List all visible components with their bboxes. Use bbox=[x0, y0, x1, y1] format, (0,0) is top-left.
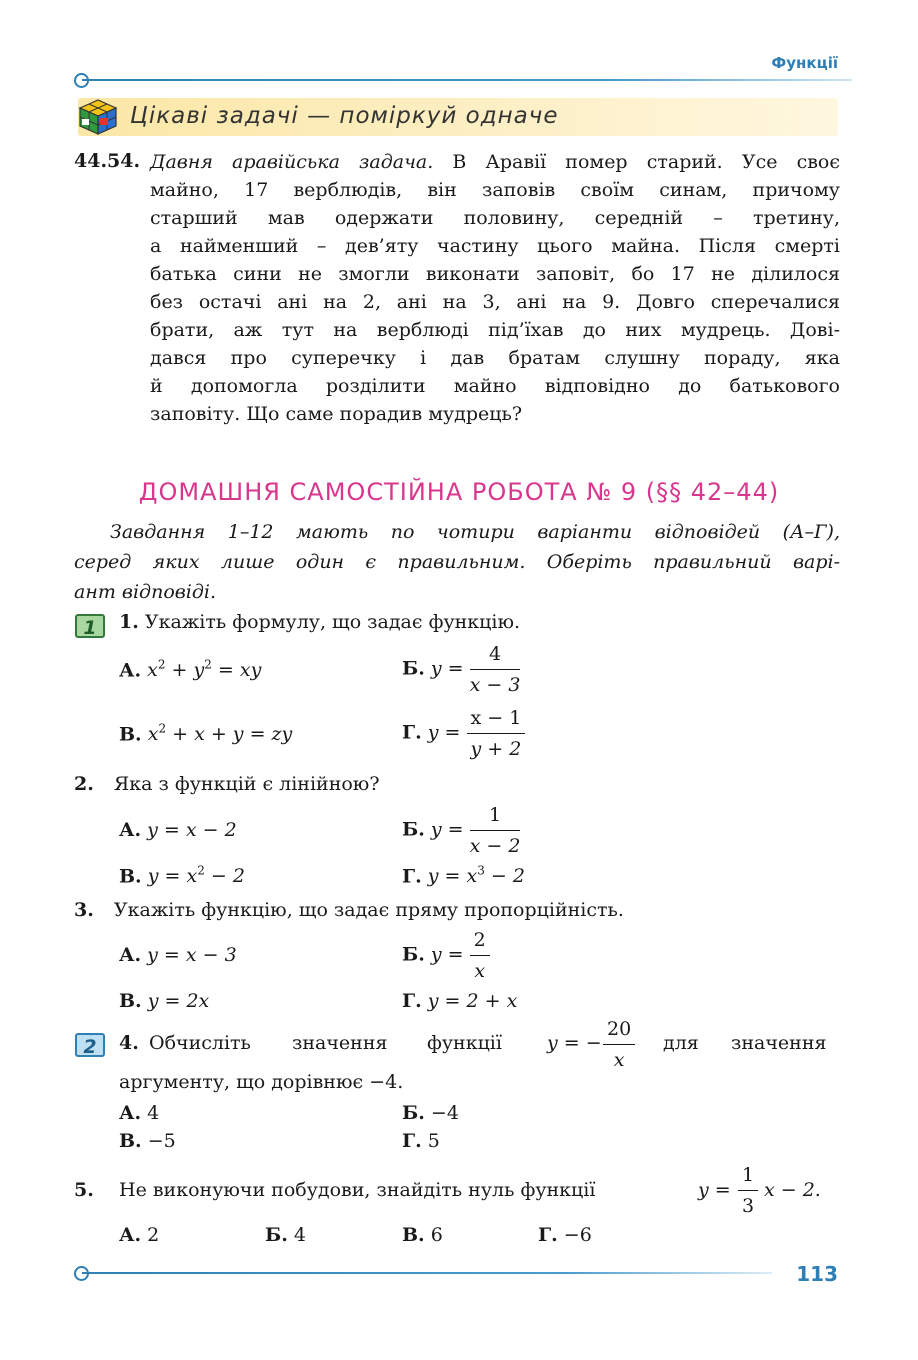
q4-option-g: Г. 5 bbox=[402, 1130, 440, 1152]
question-1: 1. Укажіть формулу, що задає функцію. bbox=[119, 611, 521, 633]
q2-option-g: Г. $y = x^3 - 2$ bbox=[402, 864, 525, 888]
q3-option-a: А. y = x − 3 bbox=[119, 944, 237, 966]
footer-rule bbox=[82, 1272, 772, 1274]
q3-b-fraction: $\frac{2}{x}$ bbox=[470, 925, 490, 986]
question-2: 2. Яка з функцій є лінійною? bbox=[74, 773, 380, 795]
question-4: 4. Обчисліть значення функції y = − $\frac{20}{x}$ для значення bbox=[119, 1014, 840, 1074]
instructions bbox=[74, 517, 840, 607]
q4-line-2: аргументу, що дорівнює −4. bbox=[119, 1071, 404, 1093]
instructions-line-1: Завдання 1–12 мають по чотири варіанти відповідей (А–Г), bbox=[110, 521, 840, 543]
instructions-line-2: серед яких лише один є правильним. Оберіть правильний варі- bbox=[74, 551, 840, 573]
q5-option-g: Г. −6 bbox=[538, 1224, 592, 1246]
q4-option-v: В. −5 bbox=[119, 1130, 176, 1152]
instructions-line-3: ант відповіді. bbox=[74, 581, 217, 603]
level-1-badge: 1 bbox=[75, 614, 105, 638]
q2-option-a: А. y = x − 2 bbox=[119, 819, 237, 841]
q5-option-v: В. 6 bbox=[402, 1224, 443, 1246]
level-2-badge: 2 bbox=[75, 1033, 105, 1057]
task-line-6: без остачі ані на 2, ані на 3, ані на 9. Довго сперечалися bbox=[150, 291, 840, 313]
q3-option-g: Г. y = 2 + x bbox=[402, 990, 518, 1012]
task-line-5: батька сини не змогли виконати заповіт, бо 17 не ділилося bbox=[150, 263, 840, 285]
q1-g-fraction: $\frac{x - 1}{y + 2}$ bbox=[467, 703, 526, 764]
q4-option-a: А. 4 bbox=[119, 1102, 160, 1124]
page-number: 113 bbox=[796, 1262, 838, 1286]
task-line-4: а найменший – дев’яту частину цього майна. Після смерті bbox=[150, 235, 840, 257]
q1-b-fraction: $\frac{4}{x - 3}$ bbox=[470, 639, 521, 700]
rubik-cube-icon bbox=[76, 94, 122, 138]
task-line-2: майно, 17 верблюдів, він заповів своїм синам, причому bbox=[150, 179, 840, 201]
task-text bbox=[150, 148, 840, 428]
q3-option-v: В. y = 2x bbox=[119, 990, 210, 1012]
q3-option-b: Б. y = $\frac{2}{x}$ bbox=[402, 925, 490, 986]
task-line-7: брати, аж тут на верблюді під’їхав до них мудрець. Дові- bbox=[150, 319, 840, 341]
task-line-3: старший мав одержати половину, середній – третину, bbox=[150, 207, 840, 229]
q5-option-b: Б. 4 bbox=[265, 1224, 306, 1246]
q2-option-v: В. $y = x^2 - 2$ bbox=[119, 864, 245, 888]
q1-option-b: Б. y = $\frac{4}{x - 3}$ bbox=[402, 639, 520, 700]
question-5: 5. Не виконуючи побудови, знайдіть нуль функції y = $\frac{1}{3}$ x − 2. bbox=[74, 1162, 840, 1222]
task-line-10: заповіту. Що саме порадив мудрець? bbox=[150, 403, 523, 425]
task-number: 44.54. bbox=[74, 150, 141, 172]
q4-option-b: Б. −4 bbox=[402, 1102, 459, 1124]
q1-option-a: А. $x^2 + y^2$ = xy bbox=[119, 658, 262, 682]
q1-option-g: Г. y = $\frac{x - 1}{y + 2}$ bbox=[402, 703, 525, 764]
banner-title: Цікаві задачі — поміркуй одначе bbox=[130, 103, 559, 129]
q1-option-v: В. $x^2 + x + y$ = zy bbox=[119, 722, 293, 746]
task-line-1: Давня аравійська задача. В Аравії помер старий. Усе своє bbox=[150, 151, 840, 173]
task-title: Давня аравійська задача. bbox=[150, 151, 434, 173]
q5-option-a: А. 2 bbox=[119, 1224, 160, 1246]
task-line-9: й допомогла розділити майно відповідно до батькового bbox=[150, 375, 840, 397]
q2-option-b: Б. y = $\frac{1}{x - 2}$ bbox=[402, 800, 520, 861]
homework-title: ДОМАШНЯ САМОСТІЙНА РОБОТА № 9 (§§ 42–44) bbox=[138, 478, 780, 506]
task-line-8: дався про суперечку і дав братам слушну пораду, яка bbox=[150, 347, 840, 369]
section-label: Функції bbox=[771, 54, 838, 72]
q5-fraction: $\frac{1}{3}$ bbox=[738, 1160, 758, 1221]
question-3: 3. Укажіть функцію, що задає пряму пропорційність. bbox=[74, 899, 624, 921]
header-rule bbox=[82, 79, 852, 81]
q2-b-fraction: $\frac{1}{x - 2}$ bbox=[470, 800, 521, 861]
q4-fraction: $\frac{20}{x}$ bbox=[603, 1014, 635, 1075]
